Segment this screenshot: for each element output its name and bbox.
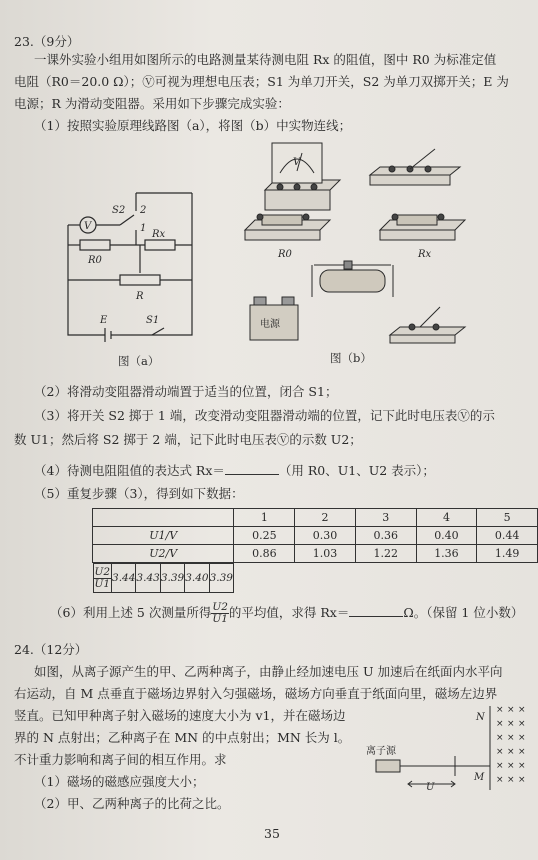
field-x-mark: × bbox=[507, 705, 515, 715]
circuit-label-r: R bbox=[136, 291, 144, 302]
q23-step6-mid: 的平均值，求得 Rx＝ bbox=[228, 605, 350, 620]
ratio-numerator: U2 bbox=[94, 565, 111, 578]
circuit-label-s1: S1 bbox=[146, 315, 160, 326]
table-cell: 3.39 bbox=[160, 564, 184, 593]
meter-label-v: V bbox=[293, 157, 301, 168]
q24-para-line3: 竖直。已知甲种离子射入磁场的速度大小为 v1，并在磁场边 bbox=[14, 708, 346, 723]
table-row bbox=[93, 545, 538, 563]
q24-subquestion-1: （1）磁场的磁感应强度大小； bbox=[34, 774, 205, 789]
table-row-label: U2/V bbox=[93, 545, 234, 563]
q23-intro-line2: 电阻（R0＝20.0 Ω）；Ⓥ可视为理想电压表；S1 为单刀开关，S2 为单刀双掷开关；E 为 bbox=[14, 74, 509, 89]
table-cell: 3.44 bbox=[112, 564, 136, 593]
table-cell: 0.86 bbox=[234, 545, 295, 563]
field-x-mark: × bbox=[518, 733, 526, 743]
figure-b-caption: 图（b） bbox=[330, 351, 372, 365]
field-x-mark: × bbox=[507, 761, 515, 771]
circuit-label-v: V bbox=[84, 221, 92, 232]
magnetic-field-diagram bbox=[360, 700, 530, 800]
q23-step6 bbox=[50, 602, 523, 625]
q23-step4 bbox=[34, 462, 435, 479]
field-x-mark: × bbox=[518, 747, 526, 757]
table-cell: 3.43 bbox=[136, 564, 160, 593]
field-x-mark: × bbox=[518, 761, 526, 771]
field-x-mark: × bbox=[496, 733, 504, 743]
ratio-denominator: U1 bbox=[94, 577, 111, 590]
field-x-mark: × bbox=[518, 705, 526, 715]
q24-header: 24.（12分） bbox=[14, 642, 88, 657]
q23-step2: （2）将滑动变阻器滑动端置于适当的位置，闭合 S1； bbox=[34, 384, 338, 399]
field-x-mark: × bbox=[507, 719, 515, 729]
table-header-cell bbox=[93, 509, 234, 527]
figure-a-caption: 图（a） bbox=[118, 354, 160, 368]
q24-para-line5: 不计重力影响和离子间的相互作用。求 bbox=[14, 752, 227, 767]
voltage-u-label: U bbox=[426, 782, 435, 793]
field-x-marks bbox=[496, 705, 526, 785]
ratio-fraction-inline bbox=[211, 602, 229, 625]
table-cell: 1.22 bbox=[355, 545, 416, 563]
table-row-label: U1/V bbox=[93, 527, 234, 545]
table-cell: 1.36 bbox=[416, 545, 477, 563]
table-header-cell: 2 bbox=[295, 509, 356, 527]
field-x-mark: × bbox=[507, 733, 515, 743]
table-cell: 3.40 bbox=[185, 564, 209, 593]
circuit-diagram-a bbox=[60, 185, 200, 345]
ratio-numerator-inline: U2 bbox=[212, 601, 228, 613]
answer-blank-rx-value bbox=[349, 604, 403, 617]
table-row bbox=[93, 563, 234, 593]
circuit-label-2: 2 bbox=[140, 205, 147, 216]
component-label-rx: Rx bbox=[418, 249, 432, 260]
table-cell: 0.44 bbox=[477, 527, 538, 545]
q23-intro-line3: 电源；R 为滑动变阻器。采用如下步骤完成实验： bbox=[14, 96, 290, 111]
table-header-cell: 1 bbox=[234, 509, 295, 527]
field-x-mark: × bbox=[518, 719, 526, 729]
table-cell: 0.36 bbox=[355, 527, 416, 545]
q24-para-line2: 右运动，自 M 点垂直于磁场边界射入匀强磁场，磁场方向垂直于纸面向里，磁场左边界 bbox=[14, 686, 498, 701]
q24-para-line4: 界的 N 点射出；乙种离子在 MN 的中点射出；MN 长为 l。 bbox=[14, 730, 351, 745]
table-header-cell: 5 bbox=[477, 509, 538, 527]
table-header-cell: 3 bbox=[355, 509, 416, 527]
table-cell: 0.30 bbox=[295, 527, 356, 545]
circuit-label-1: 1 bbox=[140, 223, 147, 234]
field-x-mark: × bbox=[496, 775, 504, 785]
table-cell: 0.40 bbox=[416, 527, 477, 545]
field-x-mark: × bbox=[496, 761, 504, 771]
q23-step1: （1）按照实验原理线路图（a），将图（b）中实物连线； bbox=[34, 118, 352, 133]
ratio-fraction bbox=[94, 567, 112, 590]
q23-step5: （5）重复步骤（3），得到如下数据： bbox=[34, 486, 244, 501]
field-x-mark: × bbox=[507, 747, 515, 757]
component-label-r0: R0 bbox=[278, 249, 292, 260]
data-table bbox=[92, 508, 538, 593]
field-x-mark: × bbox=[496, 719, 504, 729]
q23-intro-line1: 一课外实验小组用如图所示的电路测量某待测电阻 Rx 的阻值，图中 R0 为标准定值 bbox=[34, 52, 497, 67]
table-cell: 1.49 bbox=[477, 545, 538, 563]
table-header-row bbox=[93, 509, 538, 527]
circuit-label-rx: Rx bbox=[152, 229, 166, 240]
table-row-label-ratio bbox=[93, 564, 112, 593]
component-label-power: 电源 bbox=[260, 319, 280, 330]
q24-subquestion-2: （2）甲、乙两种离子的比荷之比。 bbox=[34, 796, 230, 811]
table-cell: 0.25 bbox=[234, 527, 295, 545]
q23-step3-line2: 数 U1；然后将 S2 掷于 2 端，记下此时电压表Ⓥ的示数 U2； bbox=[14, 432, 362, 447]
field-x-mark: × bbox=[518, 775, 526, 785]
field-x-mark: × bbox=[496, 705, 504, 715]
page-number: 35 bbox=[264, 826, 280, 841]
field-x-mark: × bbox=[507, 775, 515, 785]
table-cell: 3.39 bbox=[209, 564, 233, 593]
circuit-label-s2: S2 bbox=[112, 205, 126, 216]
components-diagram-b bbox=[240, 135, 470, 345]
q23-step4-text: （4）待测电阻阻值的表达式 Rx＝ bbox=[34, 463, 225, 478]
q23-step4-tail: （用 R0、U1、U2 表示）； bbox=[278, 463, 435, 478]
q23-step6-tail: Ω。（保留 1 位小数） bbox=[403, 605, 524, 620]
table-row bbox=[93, 527, 538, 545]
ion-source-label: 离子源 bbox=[366, 746, 396, 757]
q23-step6-head: （6）利用上述 5 次测量所得 bbox=[50, 605, 212, 620]
table-header-cell: 4 bbox=[416, 509, 477, 527]
circuit-label-e: E bbox=[100, 315, 108, 326]
q24-para-line1: 如图，从离子源产生的甲、乙两种离子，由静止经加速电压 U 加速后在纸面内水平向 bbox=[34, 664, 503, 679]
table-cell: 1.03 bbox=[295, 545, 356, 563]
q23-step3-line1: （3）将开关 S2 掷于 1 端，改变滑动变阻器滑动端的位置，记下此时电压表Ⓥ的示 bbox=[34, 408, 495, 423]
q23-header: 23.（9分） bbox=[14, 34, 80, 49]
circuit-label-r0: R0 bbox=[88, 255, 102, 266]
point-m-label: M bbox=[474, 772, 485, 783]
point-n-label: N bbox=[476, 712, 485, 723]
answer-blank-rx bbox=[225, 462, 279, 475]
ratio-denominator-inline: U1 bbox=[212, 613, 228, 625]
field-x-mark: × bbox=[496, 747, 504, 757]
